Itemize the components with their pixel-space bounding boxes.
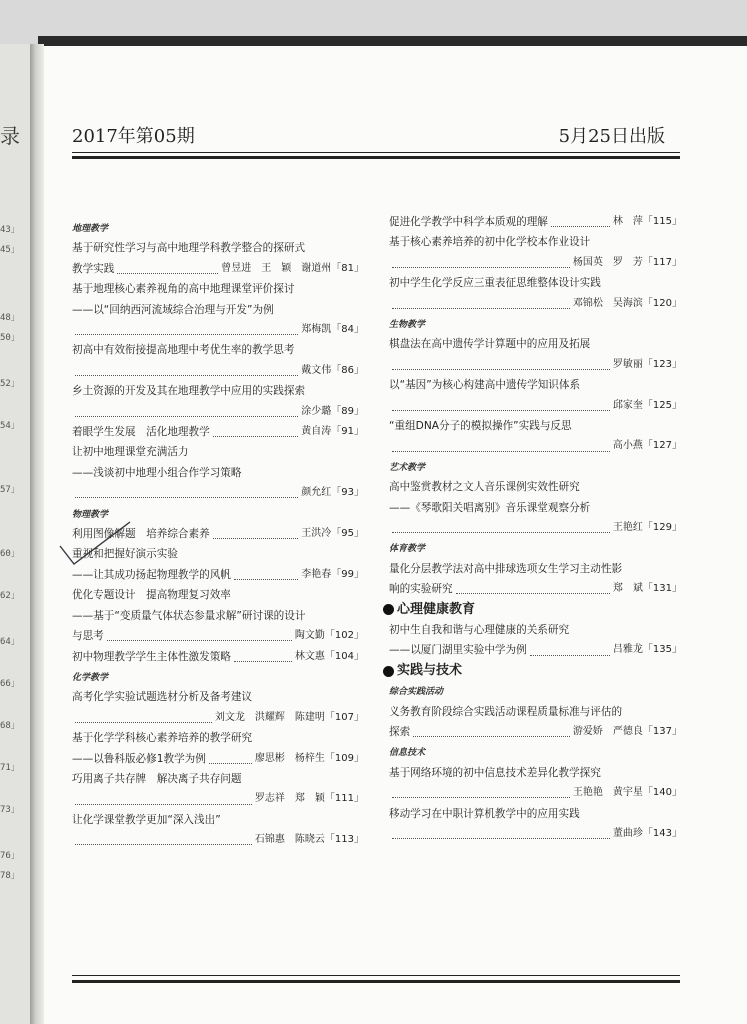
article-entry [389, 355, 682, 375]
article-entry [389, 436, 682, 456]
article-title: 初中生自我和谐与心理健康的关系研究 [389, 624, 570, 637]
section-heading: 物理教学 [72, 509, 109, 520]
article-title: 初中学生化学反应三重表征思维整体设计实践 [389, 277, 601, 290]
article-title: 巧用离子共存牌 解决离子共存问题 [72, 772, 242, 785]
facing-page-number: 54」 [0, 421, 20, 431]
dot-leader [392, 299, 570, 309]
author-and-page: 曾昱进 王 颖 谢道州「81」 [221, 262, 364, 274]
article-entry [389, 824, 682, 844]
facing-page-number: 43」 [0, 225, 20, 235]
article-title: 义务教育阶段综合实践活动课程质量标准与评估的 [389, 705, 623, 718]
toc-left-column [72, 218, 364, 851]
article-title-tail: 探索 [389, 726, 411, 739]
author-and-page: 廖思彬 杨梓生「109」 [254, 752, 364, 764]
category-heading-text: 心理健康教育 [397, 601, 476, 617]
author-and-page: 郑 斌「131」 [612, 583, 682, 595]
article-title: 基于地理核心素养视角的高中地理课堂评价探讨 [72, 283, 295, 296]
dot-leader [117, 264, 218, 274]
dot-leader [213, 427, 299, 437]
author-and-page: 邱家奎「125」 [612, 399, 682, 411]
section-heading: 地理教学 [72, 224, 109, 234]
article-title: 重视和把握好演示实验 [72, 548, 178, 561]
issue-label: 2017年第05期 [72, 126, 195, 147]
book-spine-shadow [30, 44, 44, 1024]
author-and-page: 高小燕「127」 [612, 440, 682, 452]
article-entry [72, 647, 364, 667]
author-and-page: 邓锦松 吴海滨「120」 [572, 297, 682, 309]
article-entry [72, 626, 364, 646]
article-title-tail: ——以鲁科版必修1教学为例 [72, 752, 206, 765]
dot-leader [209, 754, 252, 764]
article-title: 棋盘法在高中遗传学计算题中的应用及拓展 [389, 338, 591, 351]
article-title: ——基于“变质量气体状态参量求解”研讨课的设计 [72, 609, 306, 622]
section-heading: 艺术教学 [389, 462, 426, 473]
article-entry [72, 749, 364, 769]
author-and-page: 刘文龙 洪耀辉 陈建明「107」 [214, 711, 364, 723]
section-heading: 综合实践活动 [389, 687, 444, 698]
article-title: ——以“回纳西河流域综合治理与开发”为例 [72, 303, 274, 316]
facing-page-number: 76」 [0, 851, 20, 861]
article-title-tail: 与思考 [72, 630, 104, 643]
bullet-dot-icon [383, 666, 394, 677]
article-title: 高考化学实验试题选材分析及备考建议 [72, 691, 253, 704]
article-entry [389, 518, 682, 538]
article-title-tail: ——以厦门湖里实验中学为例 [389, 644, 527, 657]
author-and-page: 罗敏丽「123」 [612, 358, 682, 370]
dot-leader [75, 325, 298, 335]
article-entry [72, 565, 364, 585]
dot-leader [392, 442, 610, 452]
facing-page-number: 48」 [0, 313, 20, 323]
article-entry [389, 253, 682, 273]
article-title: 量化分层教学法对高中排球选项女生学习主动性影 [389, 562, 623, 575]
article-title: 初高中有效衔接提高地理中考优生率的教学思考 [72, 344, 295, 357]
section-heading: 体育教学 [389, 544, 426, 555]
facing-page-number: 45」 [0, 245, 20, 255]
dot-leader [75, 488, 298, 498]
article-entry [389, 783, 682, 803]
category-heading-text: 实践与技术 [397, 662, 463, 678]
facing-page-number: 60」 [0, 549, 20, 559]
dot-leader [213, 529, 299, 539]
dot-leader [392, 829, 610, 839]
facing-page-number: 78」 [0, 871, 20, 881]
category-heading [383, 661, 682, 681]
article-title: 基于核心素养培养的初中化学校本作业设计 [389, 236, 591, 249]
category-heading [383, 600, 682, 620]
facing-page-number: 71」 [0, 763, 20, 773]
dot-leader [75, 835, 252, 845]
author-and-page: 游爱娇 严德良「137」 [572, 726, 682, 738]
dot-leader [392, 401, 610, 411]
article-title-tail: 教学实践 [72, 262, 115, 275]
facing-page-number: 57」 [0, 485, 20, 495]
author-and-page: 杨国英 罗 芳「117」 [572, 256, 682, 268]
scan-top-edge [38, 36, 747, 46]
article-title: ——浅谈初中地理小组合作学习策略 [72, 466, 242, 479]
article-title-tail: ——让其成功扬起物理教学的风帆 [72, 568, 231, 581]
author-and-page: 林 萍「115」 [612, 216, 682, 227]
dot-leader [234, 570, 298, 580]
dot-leader [107, 631, 292, 641]
article-entry [72, 320, 364, 340]
article-entry [72, 524, 364, 544]
section-heading: 信息技术 [389, 748, 426, 759]
facing-page-number: 68」 [0, 721, 20, 731]
facing-page-number: 66」 [0, 679, 20, 689]
facing-page-number: 62」 [0, 591, 20, 601]
author-and-page: 王洪冷「95」 [301, 528, 364, 540]
article-title: 基于研究性学习与高中地理学科教学整合的探研式 [72, 242, 306, 255]
publication-date: 5月25日出版 [558, 126, 665, 147]
author-and-page: 王艳艳 黄宇星「140」 [572, 787, 682, 799]
dot-leader [234, 652, 292, 662]
author-and-page: 王艳红「129」 [612, 522, 682, 534]
dot-leader [551, 217, 610, 227]
article-title-tail: 响的实验研究 [389, 583, 453, 596]
article-title: 基于化学学科核心素养培养的教学研究 [72, 732, 253, 745]
article-entry [72, 789, 364, 809]
facing-page-number: 52」 [0, 379, 20, 389]
dot-leader [530, 646, 610, 656]
article-title: ——《琴歌阳关唱离别》音乐课堂观察分析 [389, 501, 591, 514]
header-rule-thick [72, 156, 680, 159]
dot-leader [456, 584, 610, 594]
facing-page-number: 50」 [0, 333, 20, 343]
article-entry [72, 361, 364, 381]
article-entry [389, 294, 682, 314]
facing-page-number: 64」 [0, 637, 20, 647]
article-entry [389, 396, 682, 416]
footer-rule-thin [72, 975, 680, 976]
article-entry [389, 212, 682, 232]
author-and-page: 林文惠「104」 [294, 650, 364, 662]
scan-top-band [0, 0, 747, 44]
article-entry [389, 640, 682, 660]
author-and-page: 董曲珍「143」 [612, 828, 682, 840]
author-and-page: 涂少璐「89」 [301, 405, 364, 417]
author-and-page: 陶文勤「102」 [294, 630, 364, 642]
author-and-page: 李艳春「99」 [301, 568, 364, 580]
author-and-page: 吕雅龙「135」 [612, 644, 682, 656]
article-entry [72, 259, 364, 279]
facing-page-title-fragment: 录 [0, 124, 20, 148]
section-heading: 生物教学 [389, 320, 426, 331]
author-and-page: 戴文伟「86」 [301, 364, 364, 376]
article-title: 让初中地理课堂充满活力 [72, 446, 189, 459]
author-and-page: 郑梅凯「84」 [301, 324, 364, 336]
dot-leader [75, 713, 212, 723]
header-rule-thin [72, 152, 680, 153]
article-entry [72, 830, 364, 850]
dot-leader [392, 258, 570, 268]
author-and-page: 石锦惠 陈晓云「113」 [254, 834, 364, 846]
article-entry [72, 402, 364, 422]
dot-leader [392, 788, 570, 798]
article-title: 让化学课堂教学更加“深入浅出” [72, 813, 221, 826]
dot-leader [413, 727, 570, 737]
article-title: 乡土资源的开发及其在地理教学中应用的实践探索 [72, 385, 306, 398]
article-title-tail: 利用图像解题 培养综合素养 [72, 528, 210, 541]
dot-leader [392, 360, 610, 370]
article-title-tail: 着眼学生发展 活化地理教学 [72, 426, 210, 439]
article-title-tail: 初中物理教学学生主体性激发策略 [72, 650, 231, 663]
article-entry [389, 579, 682, 599]
bullet-dot-icon [383, 604, 394, 615]
article-title: “重组DNA分子的模拟操作”实践与反思 [389, 420, 572, 433]
article-title: 以“基因”为核心构建高中遗传学知识体系 [389, 379, 581, 392]
footer-rule-thick [72, 980, 680, 983]
dot-leader [75, 795, 252, 805]
facing-page-number: 73」 [0, 805, 20, 815]
dot-leader [392, 523, 610, 533]
article-title: 高中鉴赏教材之文人音乐课例实效性研究 [389, 481, 580, 494]
section-heading: 化学教学 [72, 672, 109, 683]
article-entry [389, 722, 682, 742]
article-title: 优化专题设计 提高物理复习效率 [72, 589, 231, 602]
article-entry [72, 422, 364, 442]
article-title: 基于网络环境的初中信息技术差异化教学探究 [389, 766, 601, 779]
dot-leader [75, 366, 298, 376]
article-entry [72, 708, 364, 728]
article-title: 移动学习在中职计算机教学中的应用实践 [389, 807, 580, 820]
author-and-page: 黄自涛「91」 [301, 426, 364, 438]
author-and-page: 颜允红「93」 [301, 487, 364, 499]
article-title-tail: 促进化学教学中科学本质观的理解 [389, 216, 548, 228]
toc-right-column [389, 212, 682, 844]
article-entry [72, 483, 364, 503]
author-and-page: 罗志祥 郑 颖「111」 [254, 793, 364, 805]
dot-leader [75, 407, 298, 417]
